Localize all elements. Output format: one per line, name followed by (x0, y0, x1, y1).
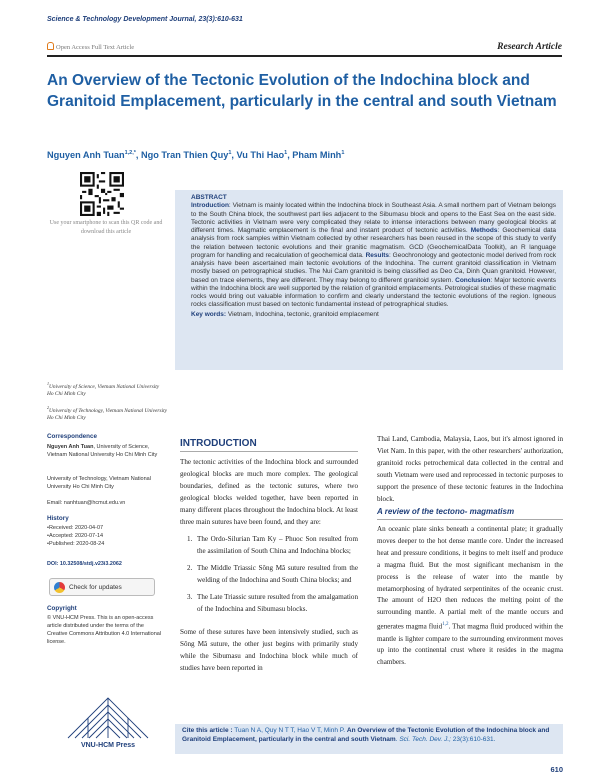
qr-code-icon[interactable] (80, 172, 124, 216)
press-name: VNU-HCM Press (80, 742, 136, 749)
history-published: • Published: 2020-08-24 (47, 540, 165, 548)
abstract-body: Introduction: Vietnam is mainly located within the Indochina block in Southeast Asia. A small northern part of Vietnam belongs to the South China block, the southwest part lies adjacent to the Sibumasu block and opens to the East Sea on the east side. Tectonic activities in Vietnam were very complicated they relate to intense interactions between many geological blocks at different times. Magmatic emplacement is the final and instant product of tectonic activities. Methods: Geochemical data analysis from rock samples within Vietnam collected by other researchers has been reused in the scope of this study to verify the relation between tectonic evolutions and their granitic magmatism. GCD (GeochemicalData Toolkit), an R language program for handling and recalculation of geochemical data. Results: Geochronology and geotectonic model derived from rock analysis have been ascertained main tectonic evolutions of the Indochina. The current granitoid classification in Vietnam mostly based on petrographical studies. The Nui Cam granitoid is being classified as Deo Ca, Dinh Quan granitoid. However, based on trace elements, they are different. They may belong to different granitoid system. Conclusion: Major tectonic events within the Indochina block are well supported by the relation of granitoid emplacements. Petrological studies of these magmatic rocks would bring out valuable information to confirm and clearly understand the tectonic evolutions of the region. Igneous rocks classification must based on tectonic fundamental instead of petrographical studies. (191, 202, 557, 309)
article-type: Research Article (497, 42, 562, 52)
article-title: An Overview of the Tectonic Evolution of the Indochina block and Granitoid Emplacement, particularly in the central and south Vietnam (47, 72, 557, 110)
author-2[interactable]: Ngo Tran Thien Quy$^1$ (141, 150, 232, 161)
journal-citation: Science & Technology Development Journal, 23(3):610-631 (47, 16, 243, 23)
list-item: 2. The Middle Triassic Sông Mã suture resulted from the welding of the Indochina and South China blocks; and (187, 564, 358, 585)
body-column-left (180, 457, 358, 675)
list-item: 1. The Ordo-Silurian Tam Ky – Phuoc Son resulted from the assimilation of South China and Indochina blocks; (187, 535, 358, 556)
open-access-label: Open Access Full Text Article (47, 42, 134, 51)
doi-link[interactable]: DOI: 10.32508/stdj.v23i3.2062 (47, 561, 122, 567)
copyright-text: © VNU-HCM Press. This is an open-access article distributed under the terms of the Creative Commons Attribution 4.0 International license. (47, 615, 162, 645)
paragraph: An oceanic plate sinks beneath a continental plate; it gradually moves deeper to the hot dense mantle core. Under the increased heat and pressure conditions, it begins to melt itself and produce a magma fluid. But the most significant mechanism in the process is the release of water into the mantle by metamorphosing of hydrated serpentinites of the oceanic crust. The amount of H2O then reduces the melting point of the surrounding mantle. A partial melt of the mantle occurs and generates magma fluid$^{1,2}$. That magma fluid produced within the mantle is lighter compare to the surrounding environment moves up into the continental crust where it resides in the magma chambers. (377, 525, 563, 667)
affiliation-2: $^2$University of Technology, Vietnam National University Ho Chi Minh City (47, 405, 167, 422)
history-list (47, 524, 165, 548)
correspondence-heading: Correspondence (47, 433, 98, 440)
abstract-heading: ABSTRACT (191, 194, 227, 201)
list-item: 3. The Late Triassic suture resulted from the amalgamation of the Indochina and Sibumasu blocks. (187, 593, 358, 613)
abstract-box (175, 190, 563, 370)
author-4[interactable]: Pham Minh$^1$ (292, 150, 345, 161)
history-accepted: • Accepted: 2020-07-14 (47, 532, 165, 540)
correspondence-text-2: University of Technology, Vietnam National University Ho Chi Minh City (47, 476, 151, 490)
author-3[interactable]: Vu Thi Hao$^1$ (236, 150, 288, 161)
paragraph: Some of these sutures have been intensively studied, such as Sông Mã suture, the other just begins with primarily study while the Sibumasu and Indochina block while much of studies have been reported in (180, 627, 358, 672)
open-access-icon (47, 42, 54, 50)
check-for-updates-button[interactable]: Check for updates (49, 578, 155, 596)
citation-box: Cite this article : Tuan N A, Quy N T T, Hao V T, Minh P. An Overview of the Tectonic Evolution of the Indochina block and Granitoid Emplacement, particularly in the central and south Vietnam. Sci. Tech. Dev. J.; 23(3):610-631. (175, 724, 563, 754)
header-divider (47, 55, 562, 57)
history-heading: History (47, 515, 69, 522)
qr-caption: Use your smartphone to scan this QR code and download this article (49, 220, 163, 235)
body-column-right (377, 434, 563, 505)
paragraph: Thai Land, Cambodia, Malaysia, Laos, but it's almost ignored in Viet Nam. In this paper, with the other researchers' authorization, granitoid rocks petrochemical data collected in the central and south Vietnam were used and reprocessed in tectonic purposes to support the presence of these tectonic features in the Indochina block. (377, 435, 563, 503)
body-column-right-2 (377, 524, 563, 669)
page-number: 610 (550, 765, 563, 774)
section-divider (180, 451, 358, 452)
copyright-heading: Copyright (47, 605, 77, 612)
suture-list (180, 534, 358, 615)
crossmark-icon (54, 582, 65, 593)
vnu-press-logo (53, 692, 163, 740)
keywords: Key words: Vietnam, Indochina, tectonic, granitoid emplacement (191, 310, 379, 318)
subsection-divider (377, 519, 563, 520)
subsection-heading: A review of the tectono- magmatism (377, 507, 515, 516)
correspondence-text: Nguyen Anh Tuan, University of Science, Vietnam National University Ho Chi Minh City (47, 444, 158, 458)
author-1[interactable]: Nguyen Anh Tuan$^{1,2,*}$ (47, 150, 136, 161)
paragraph: The tectonic activities of the Indochina block and surrounded geological blocks are much more complex. The geological boundaries, defined as the tectonic sutures, where two geological blocks welded together, have been reported in many different places throughout the Indochina block. At least three main sutures have been found, and they are: (180, 458, 358, 526)
history-received: • Received: 2020-04-07 (47, 524, 165, 532)
introduction-heading: INTRODUCTION (180, 438, 257, 449)
author-list: Nguyen Anh Tuan$^{1,2,*}$, Ngo Tran Thien Quy$^1$, Vu Thi Hao$^1$, Pham Minh$^1$ (47, 150, 345, 161)
affiliation-1: $^1$University of Science, Vietnam National University Ho Chi Minh City (47, 381, 160, 398)
correspondence-email[interactable]: Email: nanhtuan@hcmut.edu.vn (47, 500, 126, 506)
